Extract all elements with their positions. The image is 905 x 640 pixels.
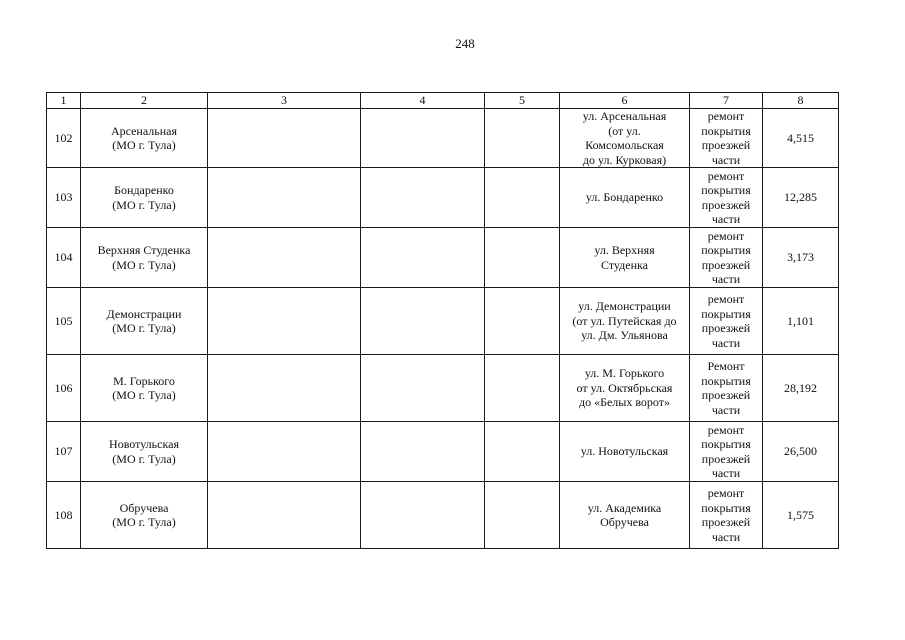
header-row <box>47 93 839 109</box>
table-row <box>47 482 839 549</box>
column-header: 1 <box>47 93 81 109</box>
row-number: 102 <box>47 109 81 168</box>
street-section: ул. Демонстрации (от ул. Путейская до ул. Дм. Ульянова <box>560 288 690 355</box>
road-length: 26,500 <box>763 422 839 482</box>
road-name: Новотульская (МО г. Тула) <box>81 422 208 482</box>
row-number: 107 <box>47 422 81 482</box>
column-header: 6 <box>560 93 690 109</box>
column-header: 2 <box>81 93 208 109</box>
table-row <box>47 168 839 228</box>
work-type: ремонт покрытия проезжей части <box>690 228 763 288</box>
street-section: ул. Академика Обручева <box>560 482 690 549</box>
row-number: 105 <box>47 288 81 355</box>
empty-cell <box>361 168 485 228</box>
empty-cell <box>208 109 361 168</box>
empty-cell <box>208 422 361 482</box>
street-section: ул. М. Горького от ул. Октябрьская до «Белых ворот» <box>560 355 690 422</box>
empty-cell <box>208 228 361 288</box>
empty-cell <box>485 482 560 549</box>
row-number: 103 <box>47 168 81 228</box>
table-row <box>47 109 839 168</box>
road-name: Обручева (МО г. Тула) <box>81 482 208 549</box>
column-header: 7 <box>690 93 763 109</box>
road-length: 12,285 <box>763 168 839 228</box>
work-type: ремонт покрытия проезжей части <box>690 422 763 482</box>
road-length: 1,101 <box>763 288 839 355</box>
table-row <box>47 355 839 422</box>
work-type: Ремонт покрытия проезжей части <box>690 355 763 422</box>
road-name: М. Горького (МО г. Тула) <box>81 355 208 422</box>
empty-cell <box>361 355 485 422</box>
empty-cell <box>361 109 485 168</box>
table-row <box>47 228 839 288</box>
table-row <box>47 422 839 482</box>
empty-cell <box>208 288 361 355</box>
empty-cell <box>485 288 560 355</box>
empty-cell <box>485 168 560 228</box>
empty-cell <box>361 288 485 355</box>
empty-cell <box>485 422 560 482</box>
empty-cell <box>485 228 560 288</box>
roads-table <box>46 92 839 549</box>
work-type: ремонт покрытия проезжей части <box>690 482 763 549</box>
page-number: 248 <box>455 36 475 51</box>
column-header: 5 <box>485 93 560 109</box>
empty-cell <box>361 482 485 549</box>
column-header: 4 <box>361 93 485 109</box>
street-section: ул. Новотульская <box>560 422 690 482</box>
work-type: ремонт покрытия проезжей части <box>690 288 763 355</box>
empty-cell <box>361 422 485 482</box>
empty-cell <box>208 355 361 422</box>
row-number: 104 <box>47 228 81 288</box>
road-length: 1,575 <box>763 482 839 549</box>
road-name: Бондаренко (МО г. Тула) <box>81 168 208 228</box>
column-header: 8 <box>763 93 839 109</box>
work-type: ремонт покрытия проезжей части <box>690 109 763 168</box>
empty-cell <box>485 109 560 168</box>
road-length: 3,173 <box>763 228 839 288</box>
road-name: Демонстрации (МО г. Тула) <box>81 288 208 355</box>
empty-cell <box>361 228 485 288</box>
row-number: 108 <box>47 482 81 549</box>
empty-cell <box>208 168 361 228</box>
road-name: Арсенальная (МО г. Тула) <box>81 109 208 168</box>
street-section: ул. Арсенальная (от ул. Комсомольская до ул. Курковая) <box>560 109 690 168</box>
column-header: 3 <box>208 93 361 109</box>
street-section: ул. Бондаренко <box>560 168 690 228</box>
street-section: ул. Верхняя Студенка <box>560 228 690 288</box>
row-number: 106 <box>47 355 81 422</box>
work-type: ремонт покрытия проезжей части <box>690 168 763 228</box>
table-row <box>47 288 839 355</box>
road-length: 4,515 <box>763 109 839 168</box>
road-name: Верхняя Студенка (МО г. Тула) <box>81 228 208 288</box>
empty-cell <box>208 482 361 549</box>
empty-cell <box>485 355 560 422</box>
road-length: 28,192 <box>763 355 839 422</box>
